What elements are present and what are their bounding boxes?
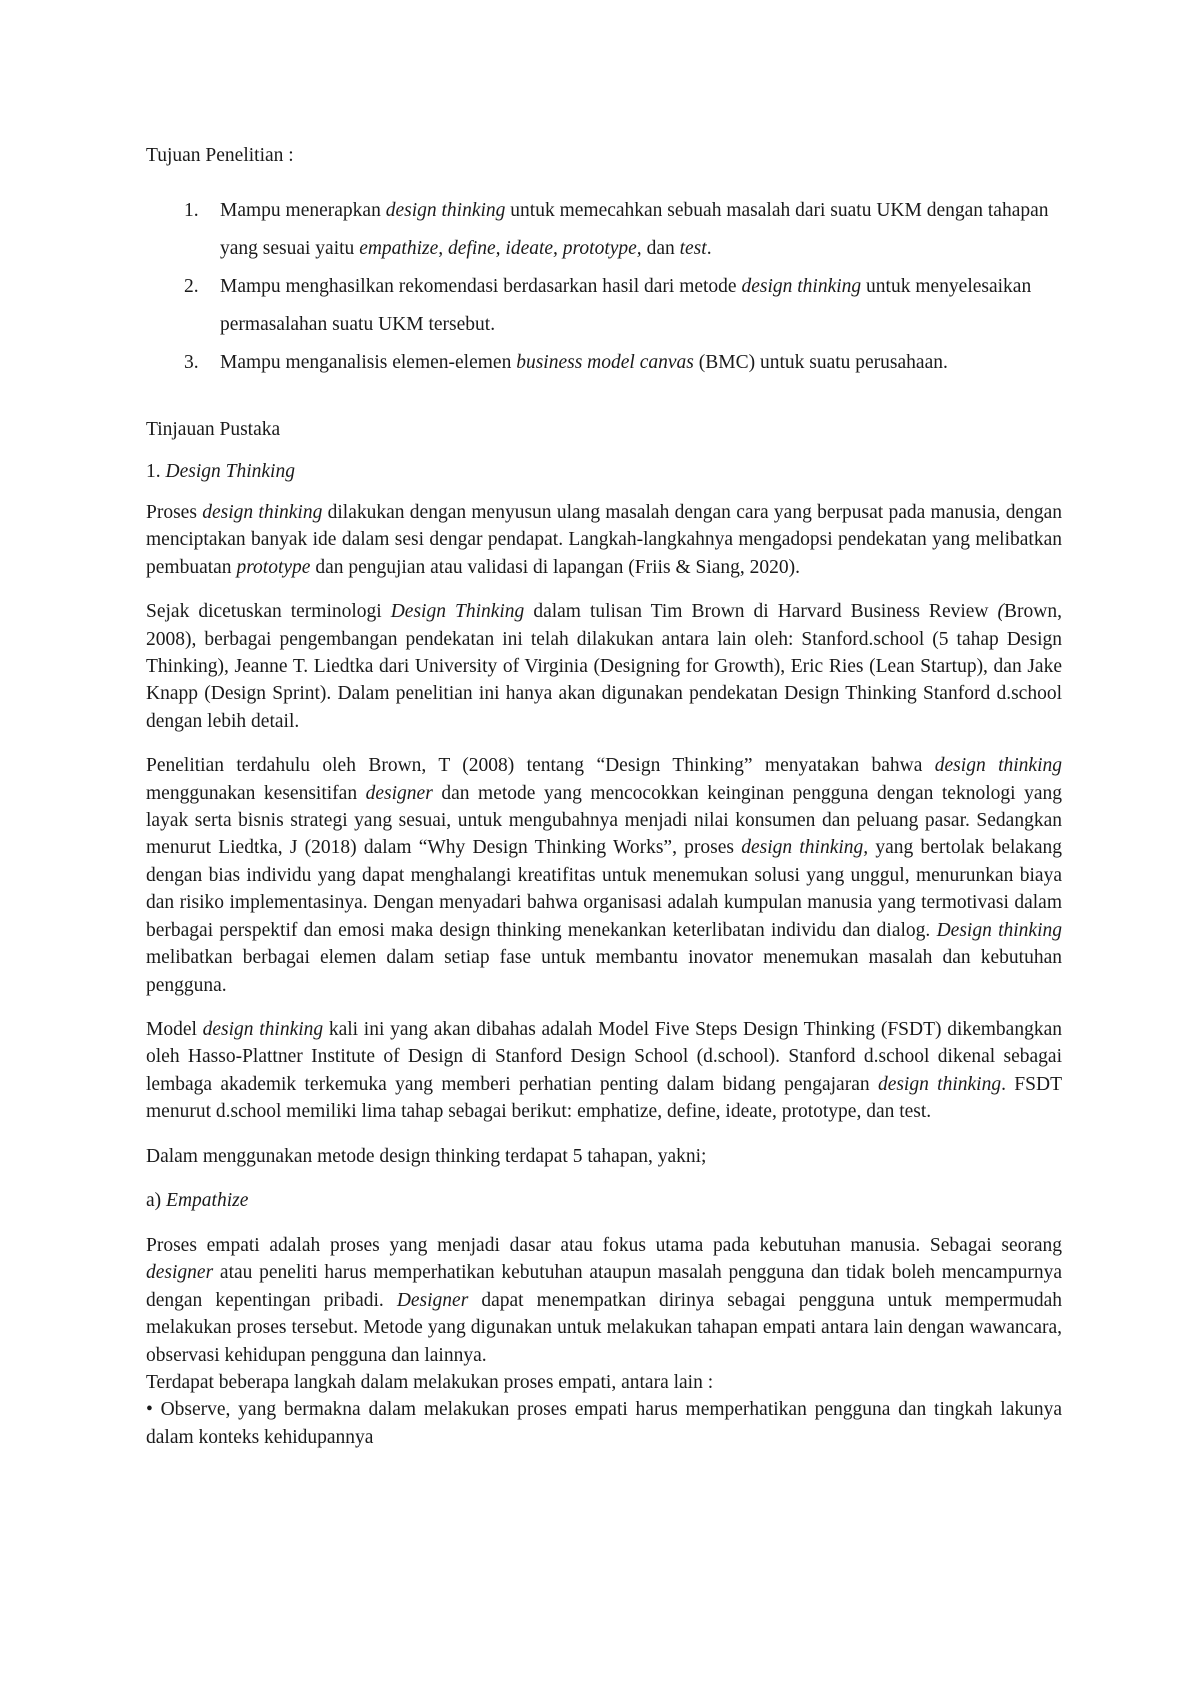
- review-heading: Tinjauan Pustaka: [146, 419, 281, 440]
- goals-list: [146, 192, 1062, 382]
- goals-heading: Tujuan Penelitian :: [146, 145, 294, 166]
- subsection-title: a) Empathize: [146, 1189, 249, 1211]
- list-item: 2. Mampu menghasilkan rekomendasi berdasarkan hasil dari metode design thinking untuk menyelesaikan permasalahan suatu UKM tersebut.: [146, 268, 1062, 344]
- paragraph: Dalam menggunakan metode design thinking terdapat 5 tahapan, yakni;: [146, 1145, 707, 1167]
- list-number: 2.: [184, 276, 199, 297]
- list-item: 3. Mampu menganalisis elemen-elemen business model canvas (BMC) untuk suatu perusahaan.: [146, 344, 1062, 382]
- subsection-title: 1. Design Thinking: [146, 461, 295, 482]
- paragraph: Proses empati adalah proses yang menjadi dasar atau fokus utama pada kebutuhan manusia. Sebagai seorang designer atau peneliti harus memperhatikan kebutuhan ataupun masalah pengguna dan tidak boleh mencampurnya dengan kepentingan pribadi. Designer dapat menempatkan dirinya sebagai pengguna untuk mempermudah melakukan proses tersebut. Metode yang digunakan untuk melakukan tahapan empati antara lain dengan wawancara, observasi kehidupan pengguna dan lainnya.: [146, 1234, 1062, 1366]
- paragraph: Terdapat beberapa langkah dalam melakukan proses empati, antara lain :: [146, 1371, 714, 1393]
- list-item: 1. Mampu menerapkan design thinking untuk memecahkan sebuah masalah dari suatu UKM dengan tahapan yang sesuai yaitu empathize, define, ideate, prototype, dan test.: [146, 192, 1062, 268]
- list-number: 3.: [184, 352, 199, 373]
- paragraph: Penelitian terdahulu oleh Brown, T (2008) tentang “Design Thinking” menyatakan bahwa design thinking menggunakan kesensitifan designer dan metode yang mencocokkan keinginan pengguna dengan teknologi yang layak serta bisnis strategi yang sesuai, untuk mengubahnya menjadi nilai konsumen dan peluang pasar. Sedangkan menurut Liedtka, J (2018) dalam “Why Design Thinking Works”, proses design thinking, yang bertolak belakang dengan bias individu yang dapat menghalangi kreatifitas untuk menemukan solusi yang unggul, menurunkan biaya dan risiko implementasinya. Dengan menyadari bahwa organisasi adalah kumpulan manusia yang termotivasi dalam berbagai perspektif dan emosi maka design thinking menekankan keterlibatan individu dan dialog. Design thinking melibatkan berbagai elemen dalam setiap fase untuk membantu inovator menemukan masalah dan kebutuhan pengguna.: [146, 755, 1063, 996]
- paragraph: Sejak dicetuskan terminologi Design Thinking dalam tulisan Tim Brown di Harvard Business Review (Brown, 2008), berbagai pengembangan pendekatan ini telah dilakukan antara lain oleh: Stanford.school (5 tahap Design Thinking), Jeanne T. Liedtka dari University of Virginia (Designing for Growth), Eric Ries (Lean Startup), dan Jake Knapp (Design Sprint). Dalam penelitian ini hanya akan digunakan pendekatan Design Thinking Stanford d.school dengan lebih detail.: [146, 601, 1062, 732]
- bullet-item: • Observe, yang bermakna dalam melakukan proses empati harus memperhatikan pengguna dan tingkah lakunya dalam konteks kehidupannya: [146, 1399, 1062, 1448]
- paragraph: Proses design thinking dilakukan dengan menyusun ulang masalah dengan cara yang berpusat pada manusia, dengan menciptakan banyak ide dalam sesi dengar pendapat. Langkah-langkahnya mengadopsi pendekatan yang melibatkan pembuatan prototype dan pengujian atau validasi di lapangan (Friis & Siang, 2020).: [146, 502, 1063, 578]
- paragraph: Model design thinking kali ini yang akan dibahas adalah Model Five Steps Design Thinking (FSDT) dikembangkan oleh Hasso-Plattner Institute of Design di Stanford Design School (d.school). Stanford d.school dikenal sebagai lembaga akademik terkemuka yang memberi perhatian penting dalam bidang pengajaran design thinking. FSDT menurut d.school memiliki lima tahap sebagai berikut: emphatize, define, ideate, prototype, dan test.: [146, 1018, 1062, 1123]
- bullet-mark: •: [146, 1399, 153, 1421]
- list-number: 1.: [184, 200, 199, 221]
